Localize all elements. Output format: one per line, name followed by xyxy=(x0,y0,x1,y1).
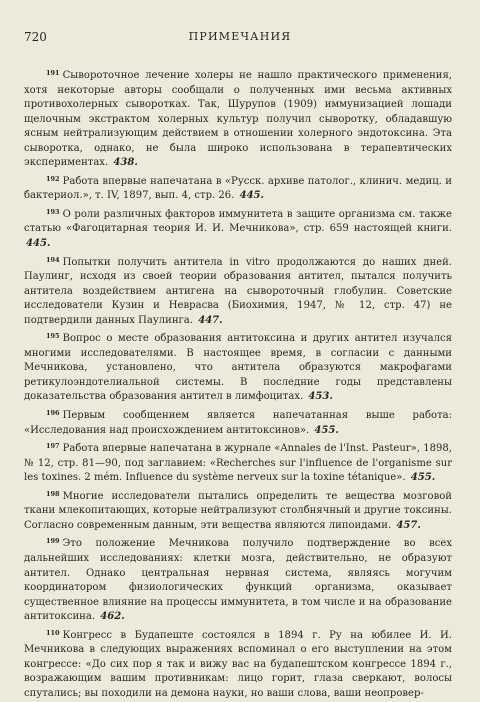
note-text: Многие исследователи пытались определить те вещества мозговой ткани млекопитающих, которые нейтрализуют столбнячный и другие токсины. Согласно современным данным, эти вещества являются липоидами. xyxy=(24,490,452,531)
notes-section xyxy=(24,66,452,702)
note-110 xyxy=(24,626,452,702)
page-reference: 445. xyxy=(239,190,265,202)
note-197 xyxy=(24,439,452,486)
note-text: Попытки получить антитела in vitro продолжаются до наших дней. Паулинг, исходя из своей теории образования антител, пытался получить антитела воздействием антигена на сывороточный глобулин. Советские исследователи Кузин и Неврасва (Биохимия, 1947, № 12, стр. 47) не подтвердили данных Паулинга. xyxy=(24,256,452,326)
note-195 xyxy=(24,329,452,405)
note-text: Это положение Мечникова получило подтверждение во всех дальнейших исследованиях: клетки мозга, действительно, не образуют антител. Однако центральная нервная система, являясь могучим координатором физиологических функций организма, оказывает существенное влияние на процессы иммунитета, в том числе и на образование антитоксина. xyxy=(24,538,452,623)
note-191 xyxy=(24,66,452,171)
note-number: 110 xyxy=(46,628,60,637)
page-number: 720 xyxy=(24,30,47,44)
note-193 xyxy=(24,205,452,252)
note-text: Конгресс в Будапеште состоялся в 1894 г. Ру на юбилее И. И. Мечникова в следующих выражениях вспоминал о его выступлении на этом конгрессе: «До сих пор я так и вижу вас на будапештском конгрессе 1894 г., возражающим вашим противникам: лицо горит, глаза сверкают, волосы спутались; вы походили на демона науки, но ваши слова, ваши неопровер- xyxy=(24,629,452,699)
note-text: Работа впервые напечатана в «Русск. архиве патолог., клинич. медиц. и бактериол.», т. IV, 1897, вып. 4, стр. 26. xyxy=(24,175,452,202)
note-192 xyxy=(24,172,452,204)
note-number: 192 xyxy=(46,174,60,183)
note-194 xyxy=(24,253,452,329)
note-text: О роли различных факторов иммунитета в защите организма см. также статью «Фагоцитарная теория И. И. Мечникова», стр. 659 настоящей книги. xyxy=(24,208,452,235)
note-number: 191 xyxy=(46,69,60,77)
note-text: Работа впервые напечатана в журнале «Annales de l'Inst. Pasteur», 1898, № 12, стр. 81—90, под заглавием: «Recherches sur l'influence de l'organisme sur les toxines. 2 mém. Influence du système nerveux sur la toxine tétanique». xyxy=(24,443,452,484)
page-reference: 455. xyxy=(314,424,339,436)
note-number: 196 xyxy=(46,409,60,418)
note-number: 194 xyxy=(46,255,60,264)
note-number: 193 xyxy=(46,207,60,216)
note-text: Сывороточное лечение холеры не нашло практического применения, хотя некоторые авторы сообщали о полученных ими весьма активных противохолерных сыворотках. Так, Шурупов (1909) иммунизацией лошади щелочным экстрактом холерных культур получил сыворотку, обладавшую ясным нейтрализующим действием в отношении холерного эндотоксина. Эта сыворотка, однако, не была широко использована в терапевтических экспериментах. xyxy=(24,70,452,169)
running-title: ПРИМЕЧАНИЯ xyxy=(188,30,292,43)
note-199 xyxy=(24,534,452,624)
note-text: Первым сообщением является напечатанная выше работа: «Исследования над происхождением антитоксинов». xyxy=(24,410,452,436)
note-number: 195 xyxy=(46,332,60,341)
note-number: 198 xyxy=(46,489,60,498)
page-reference: 438. xyxy=(113,157,138,169)
page-reference: 445. xyxy=(26,238,51,250)
page-header xyxy=(24,30,456,46)
page-reference: 455. xyxy=(410,472,436,484)
page-reference: 447. xyxy=(198,314,223,326)
page-reference: 457. xyxy=(396,519,421,531)
note-number: 197 xyxy=(46,442,60,451)
page-reference: 453. xyxy=(308,391,333,403)
page-reference: 462. xyxy=(100,611,125,623)
note-196 xyxy=(24,406,452,438)
note-text: Вопрос о месте образования антитоксина и других антител изучался многими исследователями. В настоящее время, в согласии с данными Мечникова, установлено, что антитела образуются макрофагами ретикулоэндотелиальной системы. В последние годы представлены доказательства образования антител в лимфоцитах. xyxy=(24,333,452,403)
note-number: 199 xyxy=(46,537,60,546)
note-198 xyxy=(24,487,452,534)
